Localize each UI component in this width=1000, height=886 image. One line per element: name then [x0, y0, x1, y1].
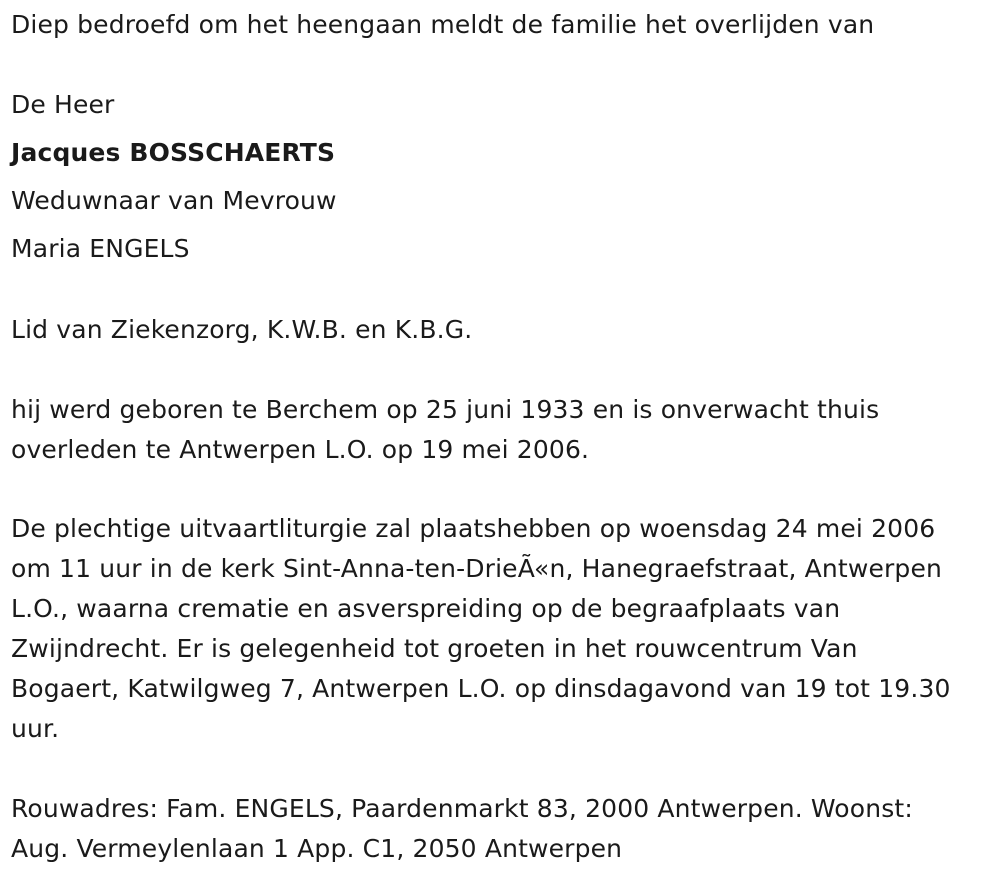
address-line-2: Aug. Vermeylenlaan 1 App. C1, 2050 Antwerpen — [11, 834, 623, 863]
intro-text: Diep bedroefd om het heengaan meldt de familie het overlijden van — [11, 10, 875, 39]
spouse-name: Maria ENGELS — [11, 234, 190, 263]
widower-text: Weduwnaar van Mevrouw — [11, 186, 337, 215]
funeral-line-2: om 11 uur in de kerk Sint-Anna-ten-DrieÃ«n, Hanegraefstraat, Antwerpen — [11, 554, 942, 583]
birth-death-line-1: hij werd geboren te Berchem op 25 juni 1933 en is onverwacht thuis — [11, 395, 880, 424]
funeral-line-4: Zwijndrecht. Er is gelegenheid tot groeten in het rouwcentrum Van — [11, 634, 858, 663]
membership-text: Lid van Ziekenzorg, K.W.B. en K.B.G. — [11, 315, 473, 344]
address-line-1: Rouwadres: Fam. ENGELS, Paardenmarkt 83, 2000 Antwerpen. Woonst: — [11, 794, 913, 823]
funeral-line-5: Bogaert, Katwilgweg 7, Antwerpen L.O. op dinsdagavond van 19 tot 19.30 — [11, 674, 951, 703]
funeral-line-1: De plechtige uitvaartliturgie zal plaatshebben op woensdag 24 mei 2006 — [11, 514, 936, 543]
birth-death-line-2: overleden te Antwerpen L.O. op 19 mei 2006. — [11, 435, 590, 464]
funeral-line-3: L.O., waarna crematie en asverspreiding op de begraafplaats van — [11, 594, 841, 623]
funeral-line-6: uur. — [11, 714, 60, 743]
deceased-name: Jacques BOSSCHAERTS — [11, 138, 336, 167]
honorific: De Heer — [11, 90, 115, 119]
